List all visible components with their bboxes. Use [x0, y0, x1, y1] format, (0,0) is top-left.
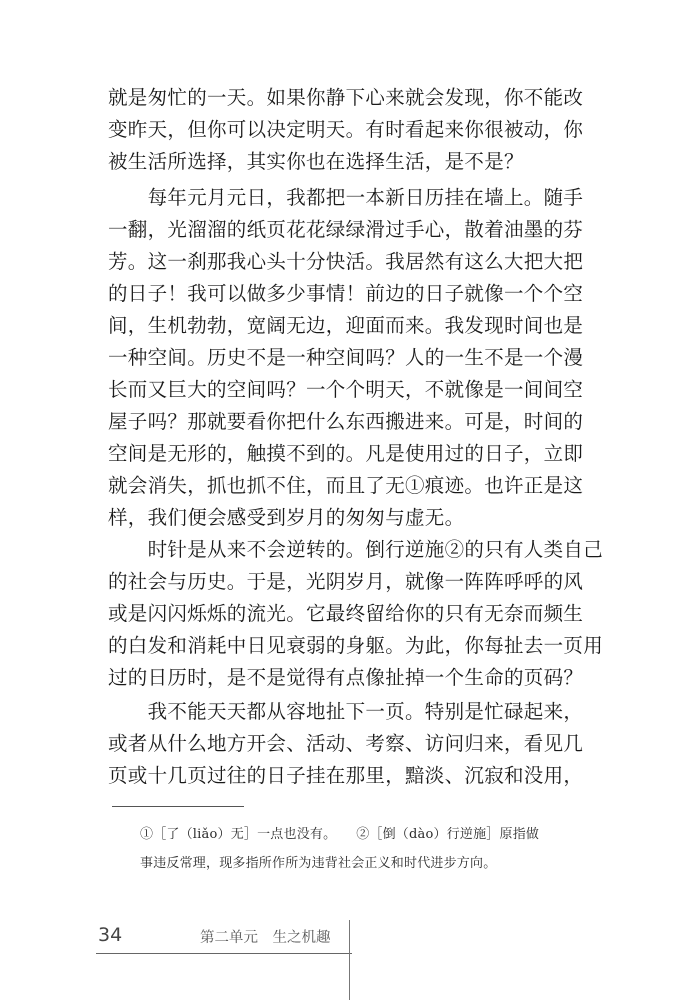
text-line: 我不能天天都从容地扯下一页。特别是忙碌起来， [108, 700, 584, 723]
text-line: 每年元月元日，我都把一本新日历挂在墙上。随手 [108, 186, 584, 209]
text-line: 变昨天，但你可以决定明天。有时看起来你很被动，你 [108, 118, 584, 141]
unit-title: 第二单元 生之机趣 [200, 930, 331, 946]
text-line: 或者从什么地方开会、活动、考察、访问归来，看见几 [108, 732, 584, 755]
text-line: 间，生机勃勃，宽阔无边，迎面而来。我发现时间也是 [108, 314, 584, 337]
text-line: 页或十几页过往的日子挂在那里，黯淡、沉寂和没用， [108, 764, 584, 787]
text-line: 时针是从来不会逆转的。倒行逆施②的只有人类自己 [108, 538, 604, 561]
footnote-line: 事违反常理，现多指所作所为违背社会正义和时代进步方向。 [140, 856, 497, 871]
text-line: 一翻，光溜溜的纸页花花绿绿滑过手心，散着油墨的芬 [108, 218, 584, 241]
text-line: 空间是无形的，触摸不到的。凡是使用过的日子，立即 [108, 442, 584, 465]
footer-divider [349, 920, 350, 1000]
text-line: 就会消失，抓也抓不住，而且了无①痕迹。也许正是这 [108, 474, 584, 497]
text-line: 一种空间。历史不是一种空间吗？人的一生不是一个漫 [108, 346, 584, 369]
page-number: 34 [98, 924, 123, 946]
text-line: 的日子！我可以做多少事情！前边的日子就像一个个空 [108, 282, 584, 305]
text-line: 或是闪闪烁烁的流光。它最终留给你的只有无奈而频生 [108, 602, 584, 625]
footnote-divider [112, 806, 244, 807]
text-line: 过的日历时，是不是觉得有点像扯掉一个生命的页码？ [108, 666, 584, 689]
text-line: 的白发和消耗中日见衰弱的身躯。为此，你每扯去一页用 [108, 634, 604, 657]
text-line: 就是匆忙的一天。如果你静下心来就会发现，你不能改 [108, 86, 584, 109]
text-line: 长而又巨大的空间吗？一个个明天，不就像是一间间空 [108, 378, 584, 401]
text-line: 的社会与历史。于是，光阴岁月，就像一阵阵呼呼的风 [108, 570, 584, 593]
text-line: 样，我们便会感受到岁月的匆匆与虚无。 [108, 506, 465, 529]
text-line: 屋子吗？那就要看你把什么东西搬进来。可是，时间的 [108, 410, 584, 433]
text-line: 被生活所选择，其实你也在选择生活，是不是？ [108, 150, 524, 173]
text-line: 芳。这一刹那我心头十分快活。我居然有这么大把大把 [108, 250, 584, 273]
footer-rule [96, 953, 352, 954]
footnote-line: ①［了（liǎo）无］一点也没有。 ②［倒（dào）行逆施］原指做 [140, 827, 540, 842]
